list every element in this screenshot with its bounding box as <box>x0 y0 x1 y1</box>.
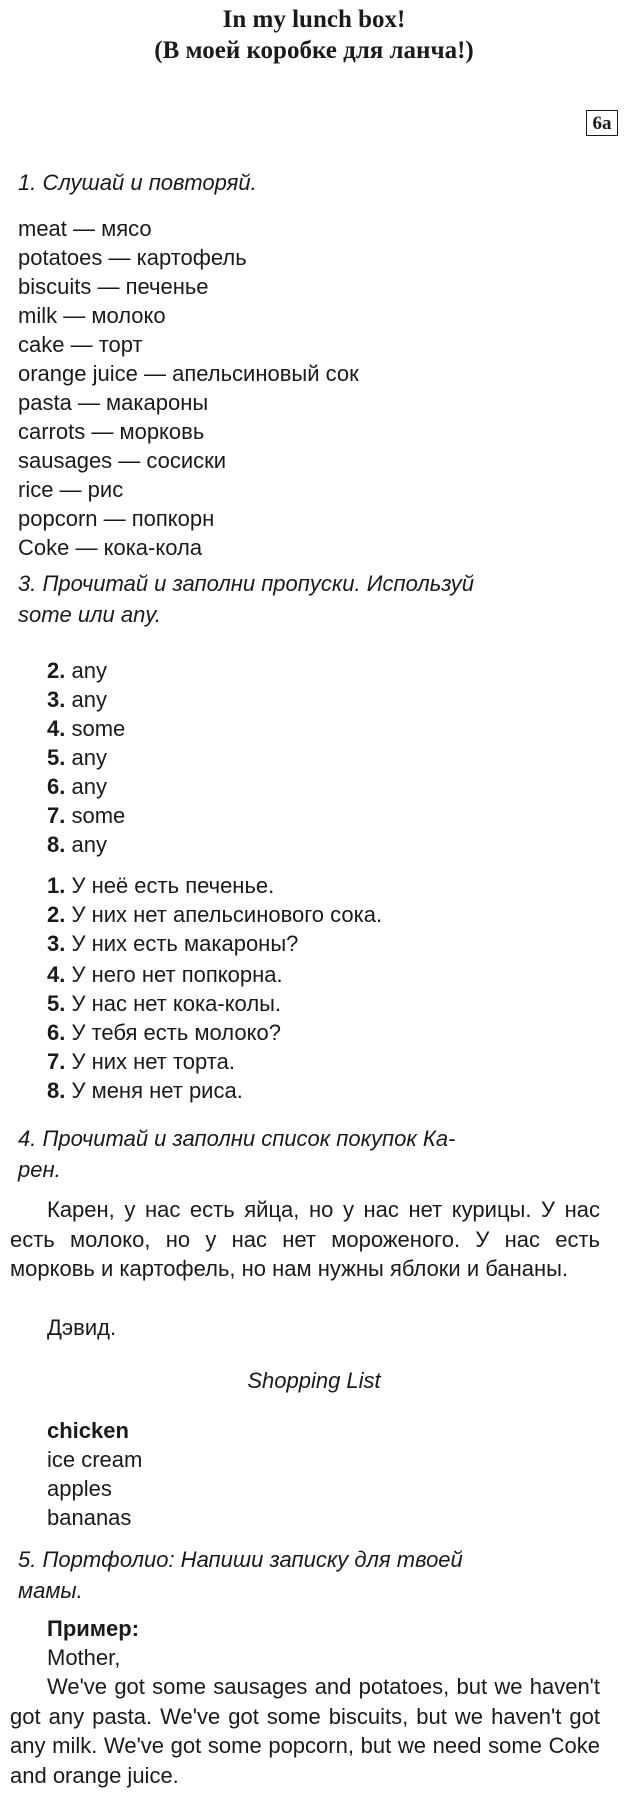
vocabulary-list <box>18 214 359 562</box>
list-item: popcorn — попкорн <box>18 506 215 531</box>
list-item: cake — торт <box>18 332 143 357</box>
item-text: any <box>71 745 107 770</box>
item-text: any <box>71 658 107 683</box>
item-number: 4. <box>47 716 66 741</box>
list-item: biscuits — печенье <box>18 274 209 299</box>
list-item <box>47 801 125 830</box>
item-number: 7. <box>47 1049 66 1074</box>
list-item <box>47 772 125 801</box>
title-russian: (В моей коробке для ланча!) <box>154 37 474 64</box>
item-number: 5. <box>47 745 66 770</box>
section-badge: 6a <box>586 110 618 136</box>
list-item: meat — мясо <box>18 216 152 241</box>
title-english: In my lunch box! <box>222 6 406 33</box>
translations-list-a <box>47 871 382 958</box>
item-number: 4. <box>47 962 66 987</box>
example-block <box>47 1614 139 1672</box>
list-item <box>47 989 283 1018</box>
list-item <box>47 1047 283 1076</box>
list-item <box>47 1076 283 1105</box>
item-text: У них нет апельсинового сока. <box>71 902 383 927</box>
list-item: pasta — макароны <box>18 390 209 415</box>
note-paragraph: Карен, у нас есть яйца, но у нас нет курицы. У нас есть молоко, но у нас нет мороженого. У нас есть морковь и картофель, но нам нужны яблоки и бананы. <box>10 1197 600 1281</box>
item-text: У нас нет кока-колы. <box>71 991 282 1016</box>
list-item <box>47 960 283 989</box>
list-item: sausages — сосиски <box>18 448 227 473</box>
list-item <box>47 656 125 685</box>
exercise-3-heading-line1: 3. Прочитай и заполни пропуски. Используй <box>18 571 475 596</box>
translations-list-b <box>47 960 283 1105</box>
list-item <box>47 830 125 859</box>
shopping-list <box>47 1416 142 1532</box>
item-number: 6. <box>47 774 66 799</box>
list-item: potatoes — картофель <box>18 245 247 270</box>
list-item <box>47 871 382 900</box>
item-text: some <box>71 803 126 828</box>
example-label: Пример: <box>47 1616 140 1641</box>
item-number: 3. <box>47 687 66 712</box>
item-text: any <box>71 687 107 712</box>
list-item <box>47 743 125 772</box>
list-item: carrots — морковь <box>18 419 205 444</box>
letter-body: We've got some sausages and potatoes, but we haven't got any pasta. We've got some biscuits, but we haven't got any milk. We've got some popcorn, but we need some Coke and orange juice. <box>10 1674 600 1788</box>
shopping-list-item: ice cream <box>47 1447 143 1472</box>
exercise-4-heading-line1: 4. Прочитай и заполни список покупок Ка- <box>18 1126 456 1151</box>
shopping-list-title: Shopping List <box>247 1368 381 1393</box>
list-item <box>47 1018 283 1047</box>
list-item: orange juice — апельсиновый сок <box>18 361 359 386</box>
shopping-list-item: bananas <box>47 1505 132 1530</box>
exercise-3-heading <box>18 568 474 630</box>
item-text: any <box>71 774 107 799</box>
exercise-4-heading-line2: рен. <box>18 1157 61 1182</box>
item-number: 1. <box>47 873 66 898</box>
item-text: У неё есть печенье. <box>71 873 275 898</box>
exercise-5-heading <box>18 1544 463 1606</box>
list-item <box>47 714 125 743</box>
list-item: rice — рис <box>18 477 124 502</box>
shopping-list-item: apples <box>47 1476 112 1501</box>
item-text: У тебя есть молоко? <box>71 1020 281 1045</box>
item-number: 7. <box>47 803 66 828</box>
item-text: any <box>71 832 107 857</box>
list-item: milk — молоко <box>18 303 166 328</box>
list-item <box>47 929 382 958</box>
item-text: У них нет торта. <box>71 1049 235 1074</box>
list-item <box>47 685 125 714</box>
letter-salutation: Mother, <box>47 1645 121 1670</box>
item-text: У него нет попкорна. <box>71 962 283 987</box>
exercise-4-heading <box>18 1123 455 1185</box>
item-number: 2. <box>47 902 66 927</box>
list-item: Coke — кока-кола <box>18 535 203 560</box>
answers-list <box>47 656 125 859</box>
item-number: 2. <box>47 658 66 683</box>
item-number: 8. <box>47 832 66 857</box>
item-text: some <box>71 716 126 741</box>
list-item <box>47 900 382 929</box>
exercise-5-heading-line2: мамы. <box>18 1578 83 1603</box>
item-number: 3. <box>47 931 66 956</box>
page-title <box>0 4 628 66</box>
exercise-1-heading: 1. Слушай и повторяй. <box>18 170 257 195</box>
shopping-list-item: chicken <box>47 1418 129 1443</box>
note-signature: Дэвид. <box>47 1315 117 1340</box>
item-number: 6. <box>47 1020 66 1045</box>
item-text: У них есть макароны? <box>71 931 299 956</box>
item-text: У меня нет риса. <box>71 1078 243 1103</box>
exercise-5-heading-line1: 5. Портфолио: Напиши записку для твоей <box>18 1547 463 1572</box>
exercise-3-heading-line2: some или any. <box>18 602 161 627</box>
item-number: 5. <box>47 991 66 1016</box>
item-number: 8. <box>47 1078 66 1103</box>
